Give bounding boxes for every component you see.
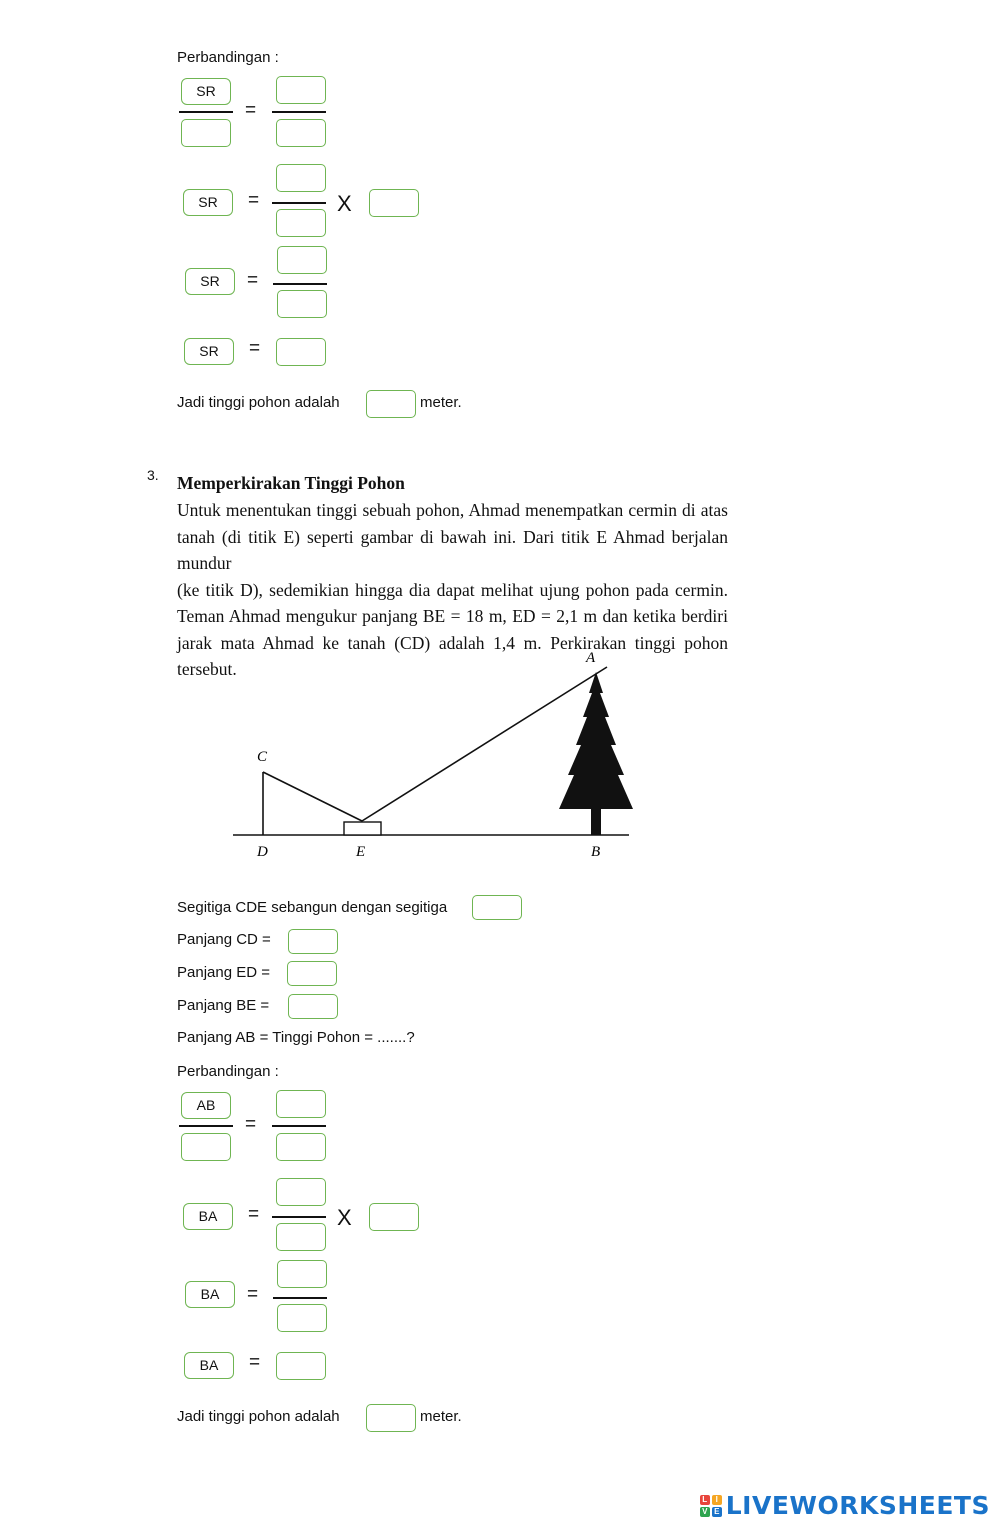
cur-var-label: BA [183,1203,233,1230]
times-sign: X [337,191,352,216]
cur-var-label: BA [184,1352,234,1379]
fraction-line [272,202,326,204]
problem-title: Memperkirakan Tinggi Pohon [177,473,405,493]
cur-step3-num-input[interactable] [277,1260,327,1288]
prev-var-label: SR [181,78,231,105]
be-question: Panjang BE = [177,997,270,1014]
equals-sign: = [247,1284,259,1305]
cur-heading: Perbandingan : [177,1063,279,1080]
label-d: D [257,844,268,860]
logo-letter: V [700,1507,710,1517]
prev-step2-den-input[interactable] [276,209,326,237]
cur-step3-den-input[interactable] [277,1304,327,1332]
equals-sign: = [248,190,260,211]
equals-sign: = [245,100,257,121]
prev-var-label: SR [185,268,235,295]
segment-ce [263,772,362,821]
equals-sign: = [249,338,261,359]
ed-question: Panjang ED = [177,964,270,981]
prev-ratio-right-num-input[interactable] [276,76,326,104]
prev-conclusion-text: Jadi tinggi pohon adalah [177,394,340,411]
equals-sign: = [249,1352,261,1373]
fraction-line [273,283,327,285]
problem-line: Teman Ahmad mengukur panjang BE = 18 m, ED = 2,1 m dan ketika berdiri [177,606,728,626]
logo-letter: I [712,1495,722,1505]
cur-var-label-top: AB [181,1092,231,1119]
prev-var-label: SR [183,189,233,216]
cur-step2-mult-input[interactable] [369,1203,419,1231]
similar-triangle-input[interactable] [472,895,522,920]
logo-letter: L [700,1495,710,1505]
prev-result-input[interactable] [276,338,326,366]
cur-result-input[interactable] [276,1352,326,1380]
fraction-line [273,1297,327,1299]
similar-question: Segitiga CDE sebangun dengan segitiga [177,899,448,916]
cur-ratio-den-input[interactable] [181,1133,231,1161]
label-e: E [356,844,366,860]
prev-conclusion-unit: meter. [420,394,462,411]
equals-sign: = [245,1114,257,1135]
be-input[interactable] [288,994,338,1019]
prev-step3-num-input[interactable] [277,246,327,274]
prev-heading: Perbandingan : [177,49,279,66]
equals-sign: = [247,270,259,291]
fraction-line [179,1125,233,1127]
tree-icon [559,672,633,835]
problem-line: Untuk menentukan tinggi sebuah pohon, Ahmad menempatkan cermin di atas [177,500,728,520]
cur-conclusion-unit: meter. [420,1408,462,1425]
label-b: B [591,844,601,860]
prev-ratio-right-den-input[interactable] [276,119,326,147]
cd-question: Panjang CD = [177,931,271,948]
prev-ratio-den-input[interactable] [181,119,231,147]
problem-line: jarak mata Ahmad ke tanah (CD) adalah 1,4 m. Perkirakan tinggi pohon tersebut. [177,632,728,679]
problem-line: tanah (di titik E) seperti gambar di bawah ini. Dari titik E Ahmad berjalan mundur [177,526,728,573]
mirror [344,822,381,835]
times-sign: X [337,1205,352,1230]
fraction-line [272,1125,326,1127]
equals-sign: = [248,1204,260,1225]
liveworksheets-logo [700,1491,990,1520]
cur-step2-den-input[interactable] [276,1223,326,1251]
cur-ratio-right-den-input[interactable] [276,1133,326,1161]
fraction-line [272,1216,326,1218]
cur-conclusion-input[interactable] [366,1404,416,1432]
logo-letter: E [712,1507,722,1517]
prev-conclusion-input[interactable] [366,390,416,418]
prev-var-label: SR [184,338,234,365]
label-a: A [586,650,596,666]
cd-input[interactable] [288,929,338,954]
fraction-line [179,111,233,113]
cur-step2-num-input[interactable] [276,1178,326,1206]
brand-name: LIVEWORKSHEETS [725,1491,990,1520]
problem-number: 3. [147,467,159,483]
prev-step2-mult-input[interactable] [369,189,419,217]
cur-conclusion-text: Jadi tinggi pohon adalah [177,1408,340,1425]
problem-line: (ke titik D), sedemikian hingga dia dapat melihat ujung pohon pada cermin. [177,579,728,600]
ed-input[interactable] [287,961,337,986]
fraction-line [272,111,326,113]
mirror-diagram [230,645,640,865]
prev-step3-den-input[interactable] [277,290,327,318]
cur-ratio-right-num-input[interactable] [276,1090,326,1118]
ab-question: Panjang AB = Tinggi Pohon = .......? [177,1029,415,1046]
prev-step2-num-input[interactable] [276,164,326,192]
label-c: C [257,749,268,765]
cur-var-label: BA [185,1281,235,1308]
logo-icon [700,1495,722,1517]
